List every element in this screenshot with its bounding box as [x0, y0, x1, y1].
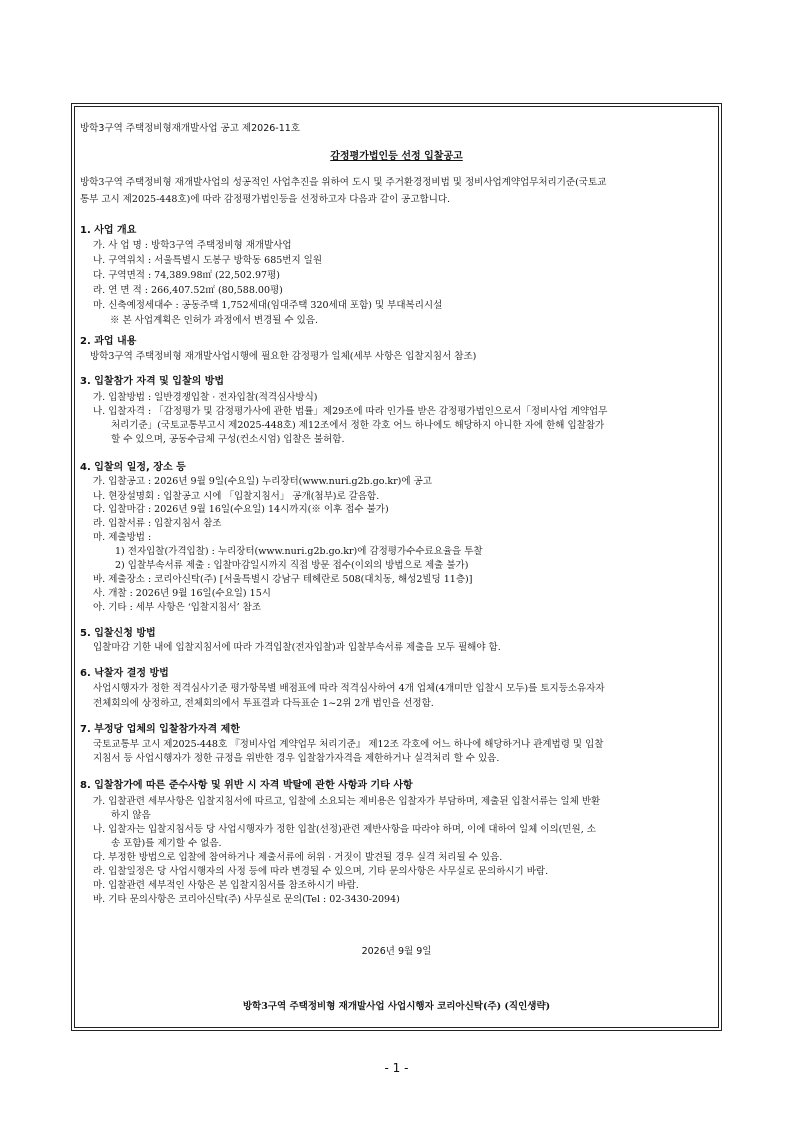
s8-line: 가. 입찰관련 세부사항은 입찰지침서에 따르고, 입찰에 소요되는 제비용은 입찰자가 부담하며, 제출된 입찰서류는 일체 반환 [93, 796, 601, 807]
s8-line: 다. 부정한 방법으로 입찰에 참여하거나 제출서류에 허위 · 거짓이 발견될 경우 실격 처리될 수 있음. [93, 852, 503, 863]
notice-date: 2026년 9월 9일 [361, 946, 432, 957]
s1-line: 다. 구역면적 : 74,389.98㎡ (22,502.97평) [93, 270, 280, 281]
s4-line: 나. 현장설명회 : 입찰공고 시에 「입찰지침서」 공개(첨부)로 갈음함. [93, 491, 380, 502]
s8-line: 라. 입찰일정은 당 사업시행자의 사정 등에 따라 변경될 수 있으며, 기타 문의사항은 사무실로 문의하시기 바람. [93, 866, 549, 877]
s4-line: 마. 제출방법 : [93, 532, 152, 543]
section-heading-business-overview: 1. 사업 개요 [80, 225, 137, 236]
s3-line: 할 수 있으며, 공동수급체 구성(컨소시엄) 입찰은 불허함. [111, 434, 345, 445]
s8-line: 마. 입찰관련 세부적인 사항은 본 입찰지침서를 참조하시기 바람. [93, 880, 359, 891]
s4-line: 아. 기타 : 세부 사항은 ‘입찰지침서’ 참조 [93, 602, 262, 613]
section-heading-schedule: 4. 입찰의 일정, 장소 등 [80, 462, 186, 473]
s4-line: 가. 입찰공고 : 2026년 9월 9일(수요일) 누리장터(www.nuri.g2b.go.kr)에 공고 [93, 476, 432, 487]
s4-line: 사. 개찰 : 2026년 9월 16일(수요일) 15시 [93, 588, 271, 599]
s4-line: 다. 입찰마감 : 2026년 9월 16일(수요일) 14시까지(※ 이후 접수 불가) [93, 504, 389, 515]
section-heading-task-content: 2. 과업 내용 [80, 336, 137, 347]
section-heading-compliance: 8. 입찰참가에 따른 준수사항 및 위반 시 자격 박탈에 관한 사항과 기타 사항 [80, 780, 413, 791]
s5-line: 입찰마감 기한 내에 입찰지침서에 따라 가격입찰(전자입찰)과 입찰부속서류 제출을 모두 필해야 함. [93, 642, 501, 653]
s4-line: 라. 입찰서류 : 입찰지침서 참조 [93, 518, 222, 529]
s8-line: 하지 않음 [111, 810, 151, 821]
s4-line: 바. 제출장소 : 코리아신탁(주) [서울특별시 강남구 테헤란로 508(대치동, 해성2빌딩 11층)] [93, 574, 473, 585]
s3-line: 처리기준」(국토교통부고시 제2025-448호) 제12조에서 정한 각호 어느 하나에도 해당하지 아니한 자에 한해 입찰참가 [111, 420, 605, 431]
s1-line: 라. 연 면 적 : 266,407.52㎡ (80,588.00평) [93, 285, 283, 296]
section-heading-application-method: 5. 입찰신청 방법 [80, 628, 156, 639]
s6-line: 전체회의에 상정하고, 전체회의에서 투표결과 다득표순 1~2위 2개 법인을 선정함. [93, 698, 434, 709]
issuer-signature: 방학3구역 주택정비형 재개발사업 사업시행자 코리아신탁(주) (직인생략) [242, 1001, 551, 1012]
section-heading-eligibility: 3. 입찰참가 자격 및 입찰의 방법 [80, 376, 225, 387]
notice-number: 방학3구역 주택정비형재개발사업 공고 제2026-11호 [80, 123, 300, 134]
s8-line: 바. 기타 문의사항은 코리아신탁(주) 사무실로 문의(Tel : 02-3430-2094) [93, 894, 400, 905]
s6-line: 사업시행자가 정한 적격심사기준 평가항목별 배점표에 따라 적격심사하여 4개 업체(4개미만 입찰시 모두)를 토지등소유자자 [93, 683, 605, 694]
s7-line: 지침서 등 사업시행자가 정한 규정을 위반한 경우 입찰참가자격을 제한하거나 실격처리 할 수 있음. [93, 753, 500, 764]
s4-subline: 2) 입찰부속서류 제출 : 입찰마감일시까지 직접 방문 접수(이외의 방법으로 제출 불가) [115, 560, 469, 571]
s7-line: 국토교통부 고시 제2025-448호 『정비사업 계약업무 처리기준』 제12조 각호에 어느 하나에 해당하거나 관계법령 및 입찰 [93, 739, 604, 750]
s1-note: ※ 본 사업계획은 인허가 과정에서 변경될 수 있음. [110, 315, 319, 326]
s1-line: 나. 구역위치 : 서울특별시 도봉구 방학동 685번지 일원 [93, 255, 323, 266]
s3-line: 나. 입찰자격 : 「감정평가 및 감정평가사에 관한 법률」제29조에 따라 인가를 받은 감정평가법인으로서「정비사업 계약업무 [93, 406, 608, 417]
s1-line: 가. 사 업 명 : 방학3구역 주택정비형 재개발사업 [93, 240, 292, 251]
s8-line: 송 포함)를 제기할 수 없음. [111, 838, 222, 849]
notice-title: 감정평가법인등 선정 입찰공고 [330, 151, 463, 162]
s2-line: 방학3구역 주택정비형 재개발사업시행에 필요한 감정평가 일체(세부 사항은 입찰지침서 참조) [90, 351, 477, 362]
s8-line: 나. 입찰자는 입찰지침서등 당 사업시행자가 정한 입찰(선정)관련 제반사항을 따라야 하며, 이에 대하여 일체 이의(민원, 소 [93, 824, 596, 835]
section-heading-award-method: 6. 낙찰자 결정 방법 [80, 668, 169, 679]
intro-line-1: 방학3구역 주택정비형 재개발사업의 성공적인 사업추진을 위하여 도시 및 주거환경정비법 및 정비사업계약업무처리기준(국토교 [80, 177, 607, 188]
s1-line: 마. 신축예정세대수 : 공동주택 1,752세대(임대주택 320세대 포함) 및 부대복리시설 [93, 300, 443, 311]
s4-subline: 1) 전자입찰(가격입찰) : 누리장터(www.nuri.g2b.go.kr)에 감정평가수수료요율을 투찰 [115, 546, 483, 557]
page-number: - 1 - [384, 1061, 409, 1075]
intro-line-2: 통부 고시 제2025-448호)에 따라 감정평가법인등을 선정하고자 다음과 같이 공고합니다. [80, 194, 451, 205]
s3-line: 가. 입찰방법 : 일반경쟁입찰 · 전자입찰(적격심사방식) [93, 392, 318, 403]
section-heading-restriction: 7. 부정당 업체의 입찰참가자격 제한 [80, 724, 240, 735]
